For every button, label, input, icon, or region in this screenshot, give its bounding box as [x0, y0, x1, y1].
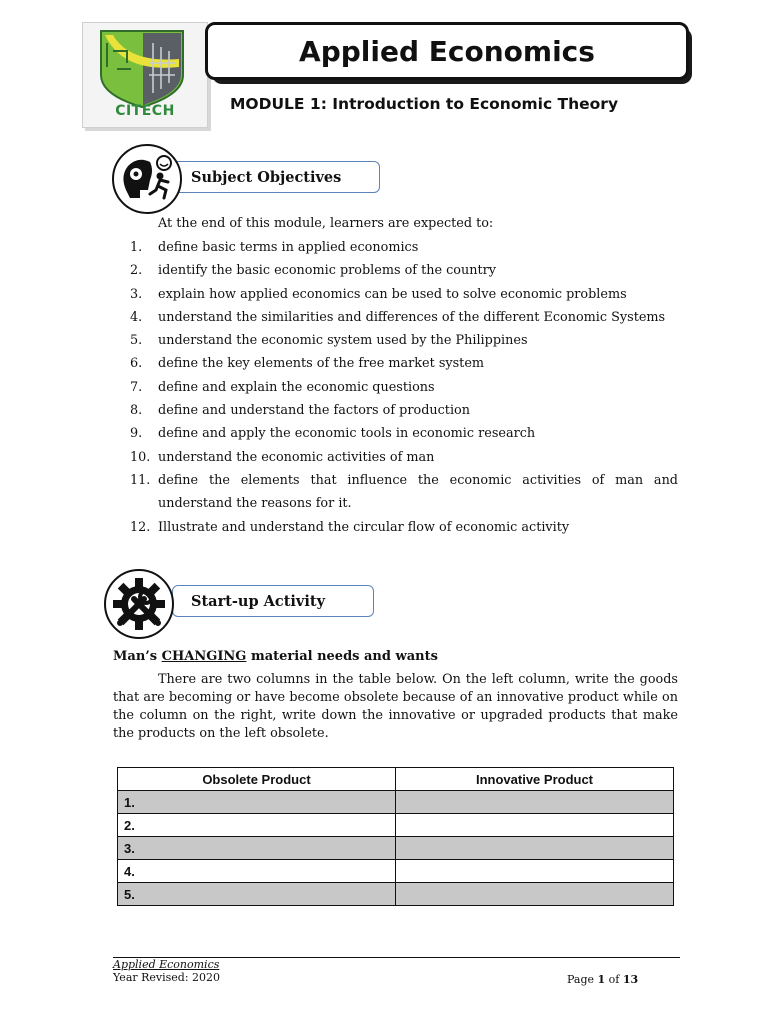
objectives-head-icon: [112, 144, 182, 214]
item-text: define the key elements of the free market system: [158, 356, 485, 372]
list-item: [130, 259, 678, 282]
item-number: 5.: [130, 333, 143, 349]
activity-title-emphasis: CHANGING: [161, 649, 247, 664]
subject-objectives-label: Subject Objectives: [191, 168, 342, 186]
list-item: [130, 306, 678, 329]
column-header-obsolete: Obsolete Product: [118, 768, 396, 791]
innovative-cell[interactable]: [396, 860, 674, 883]
item-text: define the elements that influence the economic activities of man and understand the reasons for it.: [158, 472, 678, 512]
item-number: 8.: [130, 403, 143, 419]
activity-title-prefix: Man’s: [113, 649, 162, 664]
innovative-cell[interactable]: [396, 883, 674, 906]
list-item: [130, 376, 678, 399]
logo-text: CITECH: [115, 103, 175, 119]
footer-subject: Applied Economics: [113, 958, 220, 971]
subject-objectives-heading: [172, 161, 380, 193]
list-item: [130, 236, 678, 259]
item-number: 4.: [130, 309, 143, 325]
activity-title: [113, 649, 438, 664]
item-number: 1.: [130, 240, 143, 255]
item-number: 3.: [130, 286, 143, 302]
page-current: 1: [597, 973, 606, 986]
page-of-label: of: [605, 973, 623, 986]
item-text: define and explain the economic questions: [158, 379, 435, 395]
list-item: [130, 352, 678, 375]
list-item: [130, 329, 678, 352]
obsolete-cell[interactable]: 3.: [118, 837, 396, 860]
table-row: [118, 791, 674, 814]
innovative-cell[interactable]: [396, 814, 674, 837]
item-text: understand the economic activities of man: [158, 449, 435, 465]
products-table: [117, 767, 674, 906]
page-title: Applied Economics: [299, 34, 595, 68]
item-text: understand the similarities and differences of the different Economic Systems: [158, 309, 666, 325]
gear-wrench-icon: [104, 569, 174, 639]
column-header-innovative: Innovative Product: [396, 768, 674, 791]
page-total: 13: [622, 973, 639, 986]
item-number: 10.: [130, 449, 151, 465]
module-title: MODULE 1: Introduction to Economic Theory: [230, 95, 619, 113]
title-box: [205, 22, 689, 80]
table-row: [118, 837, 674, 860]
obsolete-cell[interactable]: 2.: [118, 814, 396, 837]
obsolete-cell[interactable]: 1.: [118, 791, 396, 814]
list-item: [130, 283, 678, 306]
activity-instructions: There are two columns in the table below. On the left column, write the goods that are becoming or have become obsolete because of an innovative product while on the column on the right, write down the innovative or upgraded products that make the products on the left obsolete.: [113, 672, 678, 741]
item-text: define and apply the economic tools in economic research: [158, 426, 536, 442]
item-number: 9.: [130, 426, 143, 442]
objectives-intro: At the end of this module, learners are expected to:: [158, 216, 494, 231]
startup-activity-heading: [172, 585, 374, 617]
footer-year-revised: Year Revised: 2020: [113, 971, 221, 984]
footer-left: [113, 958, 220, 984]
list-item: [130, 422, 678, 445]
item-text: explain how applied economics can be used to solve economic problems: [158, 286, 627, 302]
innovative-cell[interactable]: [396, 837, 674, 860]
obsolete-cell[interactable]: 4.: [118, 860, 396, 883]
item-number: 6.: [130, 356, 143, 372]
list-item: [130, 516, 678, 539]
table-header-row: [118, 768, 674, 791]
obsolete-cell[interactable]: 5.: [118, 883, 396, 906]
item-text: define basic terms in applied economics: [158, 240, 419, 255]
item-text: Illustrate and understand the circular flow of economic activity: [158, 519, 570, 535]
page-number: [567, 973, 638, 986]
list-item: [130, 469, 678, 516]
list-item: [130, 399, 678, 422]
item-number: 11.: [130, 472, 151, 488]
objectives-list: [130, 236, 678, 539]
innovative-cell[interactable]: [396, 791, 674, 814]
table-row: [118, 860, 674, 883]
table-row: [118, 814, 674, 837]
item-text: define and understand the factors of production: [158, 403, 470, 419]
citech-logo: [82, 22, 208, 128]
item-number: 7.: [130, 379, 143, 395]
activity-title-suffix: material needs and wants: [246, 649, 438, 664]
item-text: identify the basic economic problems of the country: [158, 263, 496, 279]
item-number: 12.: [130, 519, 151, 535]
item-text: understand the economic system used by the Philippines: [158, 333, 528, 349]
item-number: 2.: [130, 263, 143, 279]
list-item: [130, 446, 678, 469]
startup-activity-label: Start-up Activity: [191, 592, 325, 610]
page-label: Page: [567, 973, 598, 986]
table-row: [118, 883, 674, 906]
